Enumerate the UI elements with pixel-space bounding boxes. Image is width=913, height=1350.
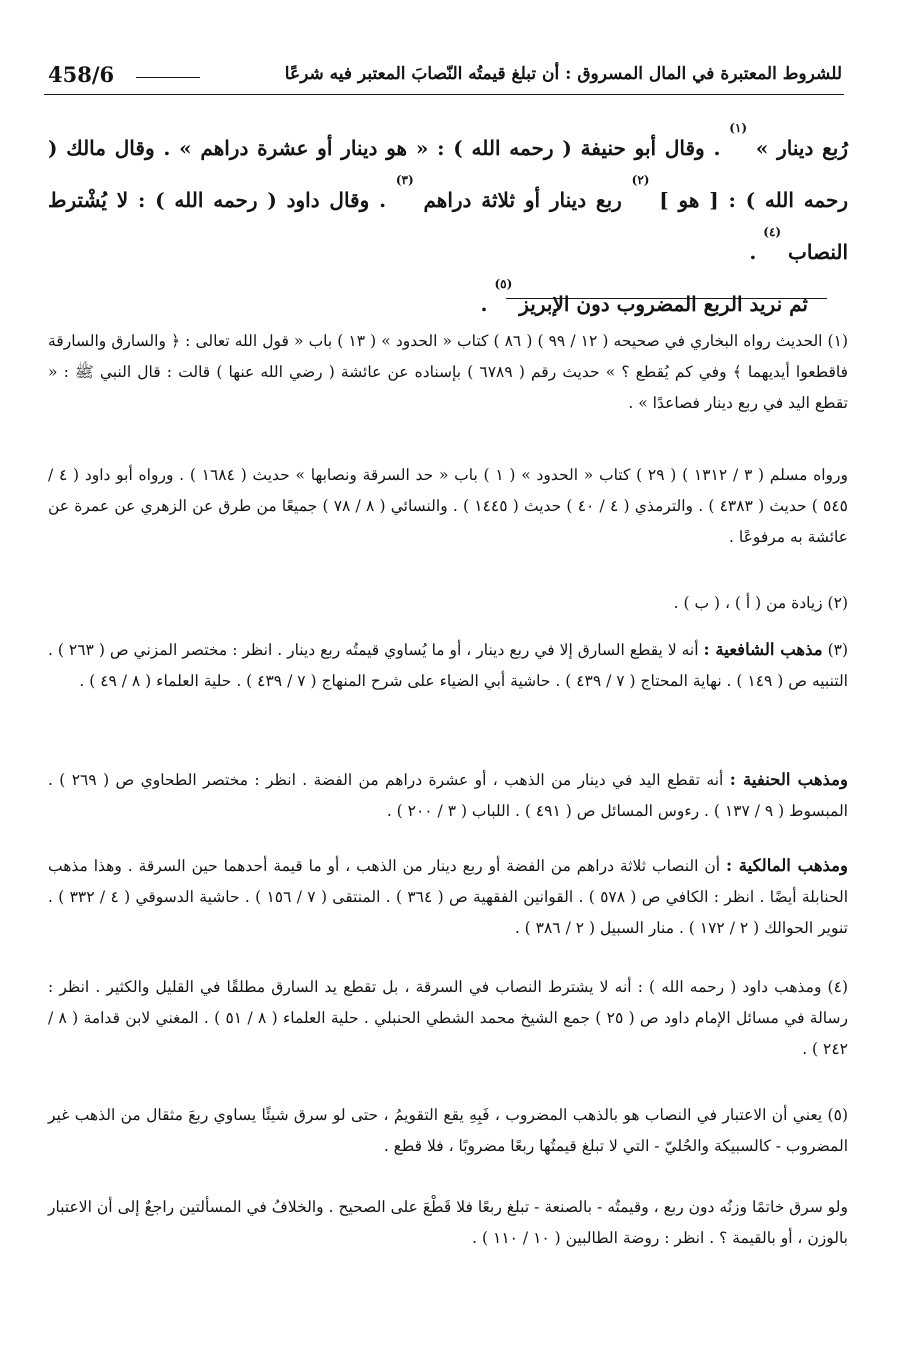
text-run: . وقال أبو حنيفة ( رحمه الله ) : « هو دينار أو عشرة دراهم » . وقال مالك ( رحمه الله ) : [ هو ]: [48, 136, 849, 212]
footnote-3-shafii: [48, 634, 848, 697]
footnote-2: [48, 588, 848, 619]
footnote-2-text: (٢) زيادة من ( أ ) ، ( ب ) .: [673, 594, 848, 612]
footnote-1-continued: [48, 460, 848, 553]
main-paragraph-1: [48, 122, 848, 278]
footnote-ref-1[interactable]: (١): [729, 121, 748, 135]
footnote-4-text: (٤) ومذهب داود ( رحمه الله ) : أنه لا يشترط النصاب في السرقة ، بل تقطع يد السارق مطلقًا في القليل والكثير . انظر : رسالة في مسائل الإمام داود ص ( ٢٥ ) جمع الشيخ محمد الشطي الحنبلي . حلية العلماء ( ٨ / ٥١ ) . المغني لابن قدامة ( ٨ / ٢٤٢ ) .: [48, 978, 849, 1058]
footnote-5b-text: ولو سرق خاتمًا وزنُه دون ربع ، وقيمتُه - بالصنعة - تبلغ ربعًا فلا قَطْعَ على الصحيح . والخلافُ في المسألتين راجعٌ إلى أن الاعتبار بالوزن ، أو بالقيمة ؟ . انظر : روضة الطالبين ( ١٠ / ١١٠ ) .: [48, 1198, 848, 1247]
school-label: ومذهب الحنفية :: [729, 770, 848, 789]
footnote-3-hanafi: [48, 764, 848, 827]
footnote-ref-2[interactable]: (٢): [631, 173, 650, 187]
footnote-ref-4[interactable]: (٤): [763, 225, 782, 239]
school-label: مذهب الشافعية :: [703, 640, 823, 659]
text-run: ثم نريد الربع المضروب دون الإبريز: [519, 292, 808, 316]
footnote-3-text: أنه لا يقطع السارق إلا في ربع دينار ، أو ما يُساوي قيمتُه ربع دينار . انظر : مختصر المزني ص ( ٢٦٣ ) . التنبيه ص ( ١٤٩ ) . نهاية المحتاج ( ٧ / ٤٣٩ ) . حاشية أبي الضياء على شرح المنهاج ( ٧ / ٤٣٩ ) . حلية العلماء ( ٨ / ٤٩ ) .: [48, 641, 848, 690]
running-title: للشروط المعتبرة في المال المسروق : أن تبلغ قيمتُه النّصابَ المعتبر فيه شرعًا: [284, 64, 842, 84]
footnote-ref-3[interactable]: (٣): [395, 173, 414, 187]
footnote-ref-5[interactable]: (٥): [494, 277, 513, 291]
footnote-1b-text: ورواه مسلم ( ٣ / ١٣١٢ ) ( ٢٩ ) كتاب « الحدود » ( ١ ) باب « حد السرقة ونصابها » حديث ( ١٦٨٤ ) . ورواه أبو داود ( ٤ / ٥٤٥ ) حديث ( ٤٣٨٣ ) . والترمذي ( ٤ / ٤٠ ) حديث ( ١٤٤٥ ) . والنسائي ( ٨ / ٧٨ ) جميعًا من طرق عن الزهري عن عمرة عن عائشة به مرفوعًا .: [48, 466, 849, 546]
maliki-text: أن النصاب ثلاثة دراهم من الفضة أو ربع دينار من الذهب ، أو ما قيمة أحدهما حين السرقة . وهذا مذهب الحنابلة أيضًا . انظر : الكافي ص ( ٥٧٨ ) . القوانين الفقهية ص ( ٣٦٤ ) . المنتقى ( ٧ / ١٥٦ ) . حاشية الدسوقي ( ٤ / ٣٣٢ ) . تنوير الحوالك ( ٢ / ١٧٢ ) . منار السبيل ( ٢ / ٣٨٦ ) .: [48, 857, 849, 937]
main-paragraph-2: [48, 278, 848, 330]
footnote-5: [48, 1100, 848, 1162]
footnote-1-text: (١) الحديث رواه البخاري في صحيحه ( ١٢ / ٩٩ ) ( ٨٦ ) كتاب « الحدود » ( ١٣ ) باب « قول الله تعالى : ﴿ والسارق والسارقة فاقطعوا أيديهما ﴾ وفي كم يُقطع ؟ » حديث رقم ( ٦٧٨٩ ) بإسناده عن عائشة ( رضي الله عنها ) قالت : قال النبي ﷺ : « تقطع اليد في ربع دينار فصاعدًا » .: [48, 332, 848, 412]
footnote-4: [48, 972, 848, 1065]
footnote-5-text: (٥) يعني أن الاعتبار في النصاب هو بالذهب المضروب ، فَبِهِ يقع التقويمُ ، حتى لو سرق شيئًا يساوي ربعَ مثقال من الذهب غير المضروب - كالسبيكة والحُليّ - التي لا تبلغ قيمتُها ربعًا مضروبًا ، فلا قطع .: [48, 1106, 848, 1155]
school-label: ومذهب المالكية :: [725, 856, 848, 875]
footnote-5-continued: [48, 1192, 848, 1254]
hanafi-text: أنه تقطع اليد في دينار من الذهب ، أو عشرة دراهم من الفضة . انظر : مختصر الطحاوي ص ( ٢٦٩ ) . المبسوط ( ٩ / ١٣٧ ) . رءوس المسائل ص ( ٤٩١ ) . اللباب ( ٣ / ٢٠٠ ) .: [48, 771, 848, 820]
text-run: .: [480, 292, 488, 316]
text-run: . وقال داود ( رحمه الله ) : لا يُشْترط النصاب: [48, 188, 848, 264]
footnote-separator: [506, 298, 827, 299]
page-number: 458/6: [48, 62, 115, 87]
footnote-number: (٣): [827, 641, 849, 659]
header-dash: [136, 77, 200, 78]
footnote-3-maliki: [48, 850, 848, 944]
footnote-1: [48, 326, 848, 419]
running-header: [44, 60, 844, 95]
text-run: .: [749, 240, 757, 264]
footnote-3: [48, 634, 848, 697]
text-run: رُبع دينار »: [755, 136, 848, 160]
text-run: ربع دينار أو ثلاثة دراهم: [423, 188, 622, 212]
